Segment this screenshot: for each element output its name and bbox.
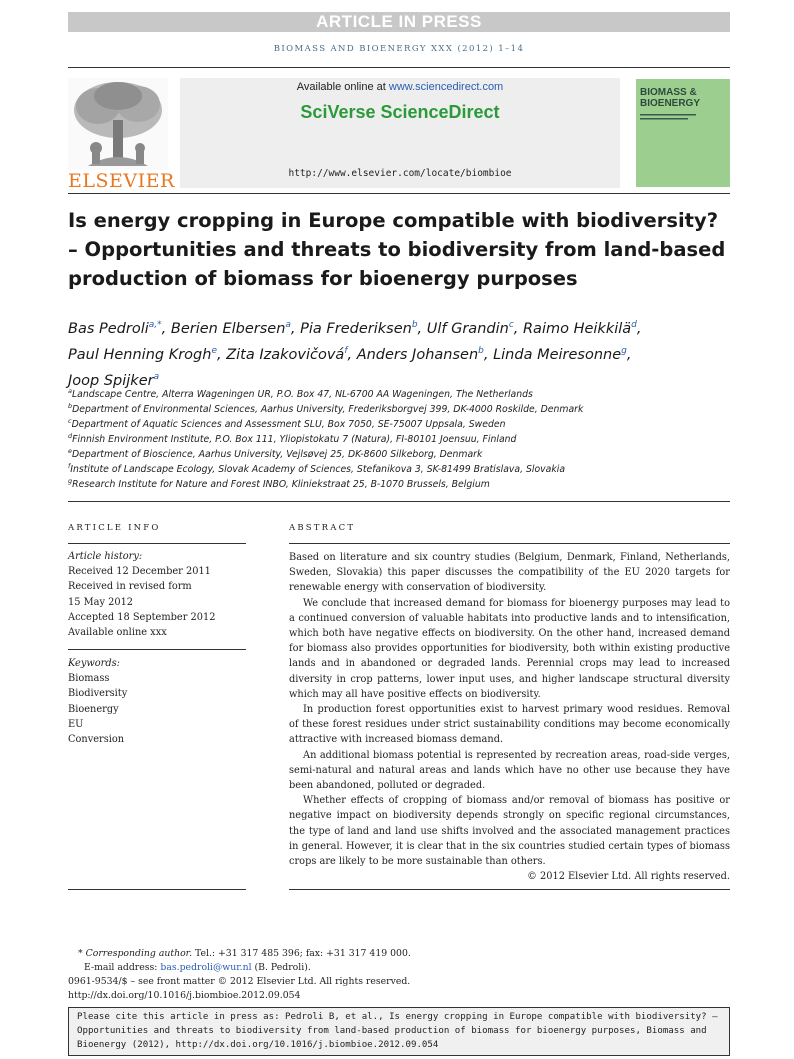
email-note [84,962,311,973]
history-item: 15 May 2012 [68,596,134,608]
journal-running-header: BIOMASS AND BIOENERGY XXX (2012) 1–14 [273,44,525,54]
author-affiliation-mark[interactable]: a [285,320,291,330]
author-separator: , [483,346,494,363]
affiliation-key: f [68,462,71,470]
affiliation-d [68,432,730,445]
keyword[interactable]: Bioenergy [68,703,119,715]
author-affiliation-mark[interactable]: b [411,320,418,330]
abstract-paragraph: We conclude that increased demand for biomass for bioenergy purposes may lead to a continued conversion of valuable habitats into productive lands and to intensification, which both have negative effects on biodiversity. On the other hand, increased demand for biomass also provides opportunities for biodiversity, both within existing productive lands and in abandoned or degraded lands. Perennial crops may lead to increased diversity in crop patterns, lower input uses, and higher landscape structural diversity which may all have positive effects on biodiversity. [289,597,730,700]
author-list [68,314,730,391]
title-line-2: – Opportunities and threats to biodiversity from land-based [68,238,726,261]
author-separator: , [636,320,642,337]
copyright-notice: © 2012 Elsevier Ltd. All rights reserved. [527,871,730,883]
header-bottom-rule [68,193,730,194]
author-name[interactable]: Joop Spijker [68,372,154,389]
author-name[interactable]: Bas Pedroli [68,320,149,337]
doi-link[interactable]: http://dx.doi.org/10.1016/j.biombioe.2012.09.054 [68,990,301,1001]
author-affiliation-mark[interactable]: a,* [148,320,162,330]
author-name[interactable]: Zita Izakovičová [226,346,345,363]
author-name[interactable]: Anders Johansen [356,346,479,363]
affiliation-c [68,417,730,430]
abstract-bottom-rule [289,889,730,890]
article-info-bottom-rule [68,889,246,890]
sciencedirect-link[interactable]: www.sciencedirect.com [388,81,504,93]
author-separator: , [513,320,523,337]
affiliation-e [68,447,730,460]
affiliation-text: Research Institute for Nature and Forest INBO, Kliniekstraat 25, B-1070 Brussels, Belgium [72,479,490,491]
affiliation-key: d [68,432,73,440]
history-item: Received 12 December 2011 [68,566,211,578]
author-name[interactable]: Raimo Heikkilä [522,320,632,337]
affiliation-key: b [68,402,73,410]
email-suffix: (B. Pedroli). [251,962,311,973]
author-affiliation-mark[interactable]: c [508,320,514,330]
cover-subtitle-lines [640,112,700,124]
affiliation-key: g [68,477,73,485]
author-separator: , [347,346,357,363]
affiliation-b [68,402,730,415]
history-item: Accepted 18 September 2012 [68,611,216,623]
corresponding-label: * Corresponding author. [78,948,193,959]
affiliation-f [68,462,730,475]
author-line-1 [68,314,730,340]
affiliation-g [68,477,730,490]
affiliation-key: e [68,447,72,455]
author-separator: , [626,346,632,363]
keyword[interactable]: EU [68,718,84,730]
keywords-rule [68,649,246,650]
affiliation-key: a [68,387,72,395]
affiliation-text: Institute of Landscape Ecology, Slovak Academy of Sciences, Stefanikova 3, SK-81499 Bratislava, Slovakia [70,464,566,476]
corresponding-contact: Tel.: +31 317 485 396; fax: +31 317 419 000. [192,948,411,959]
author-affiliation-mark[interactable]: d [631,320,637,330]
history-item: Received in revised form [68,581,192,593]
journal-homepage-link[interactable]: http://www.elsevier.com/locate/biombioe [288,168,512,179]
sciverse-sciencedirect-logo: SciVerse ScienceDirect [300,102,500,122]
abstract-paragraph: Whether effects of cropping of biomass and/or removal of biomass has positive or negative impact on biodiversity depends strongly on specific regional circumstances, the type of land and land use shifts involved and the associated management practices in general. However, it is clear that in the six countries studied certain types of biomass crops are likely to be more sustainable than others. [289,795,730,868]
author-name[interactable]: Paul Henning Krogh [68,346,212,363]
email-label: E-mail address: [84,962,161,973]
author-affiliation-mark[interactable]: a [153,371,160,382]
abstract-heading: ABSTRACT [289,523,356,533]
affiliation-text: Landscape Centre, Alterra Wageningen UR, P.O. Box 47, NL-6700 AA Wageningen, The Netherlands [71,389,533,401]
author-affiliation-mark[interactable]: f [344,345,348,356]
affiliation-key: c [68,417,72,425]
author-name[interactable]: Pia Frederiksen [300,320,412,337]
keywords-label: Keywords: [68,658,120,669]
author-name[interactable]: Berien Elbersen [170,320,286,337]
issn-line: 0961-9534/$ – see front matter © 2012 Elsevier Ltd. All rights reserved. [68,976,411,987]
affiliations-bottom-rule [68,501,730,502]
abstract-paragraph: An additional biomass potential is represented by recreation areas, road-side verges, semi-natural and natural areas and lands which have no other use because they have been abandoned, polluted or degraded. [289,749,730,792]
citation-box: Please cite this article in press as: Pedroli B, et al., Is energy cropping in Europe compatible with biodiversity? – Opportunities and threats to biodiversity from land-based production of biomass for bioenergy purposes, Biomass and Bioenergy (2012), http://dx.doi.org/10.1016/j.biombioe.2012.09.054 [68,1007,730,1056]
keyword[interactable]: Biodiversity [68,688,128,700]
journal-cover-title: BIOMASS & BIOENERGY [640,87,701,109]
header-top-rule [68,67,730,68]
affiliation-a [68,387,730,400]
article-info-rule [68,543,246,544]
corresponding-author-note [78,948,411,959]
author-separator: , [290,320,301,337]
available-online-line [180,81,620,93]
author-separator: , [417,320,427,337]
abstract-paragraph: In production forest opportunities exist to harvest primary wood residues. Removal of these forest residues under strict sustainability conditions may become economically attractive with increased biomass demand. [289,704,730,746]
article-in-press-banner: ARTICLE IN PRESS [68,12,730,32]
author-name[interactable]: Linda Meiresonne [493,346,622,363]
elsevier-wordmark: ELSEVIER [68,170,175,192]
title-line-1: Is energy cropping in Europe compatible with biodiversity? [68,209,719,232]
title-line-3: production of biomass for bioenergy purposes [68,267,578,290]
article-history [68,549,215,640]
author-affiliation-mark[interactable]: g [621,345,627,356]
article-title [68,206,730,293]
available-online-text: Available online at [296,81,389,93]
affiliation-text: Finnish Environment Institute, P.O. Box 111, Yliopistokatu 7 (Natura), FI-80101 Joensuu, Finland [72,434,517,446]
author-separator: , [216,346,227,363]
keyword[interactable]: Biomass [68,673,110,685]
affiliation-text: Department of Aquatic Sciences and Assessment SLU, Box 7050, SE-75007 Uppsala, Sweden [71,419,506,431]
history-label: Article history: [68,551,143,562]
author-line-2 [68,340,730,366]
author-separator: , [161,320,171,337]
author-affiliation-mark[interactable]: b [478,345,484,356]
keyword[interactable]: Conversion [68,734,125,746]
author-name[interactable]: Ulf Grandin [426,320,509,337]
author-email-link[interactable]: bas.pedroli@wur.nl [160,962,252,973]
article-info-heading: ARTICLE INFO [68,523,161,533]
keywords-block [68,656,127,747]
affiliation-text: Department of Environmental Sciences, Aarhus University, Frederiksborgvej 399, DK-4000 Roskilde, Denmark [72,404,584,416]
author-affiliation-mark[interactable]: e [211,345,217,356]
abstract-rule [289,543,730,544]
history-item: Available online xxx [68,627,167,639]
abstract-paragraph: Based on literature and six country studies (Belgium, Denmark, Finland, Netherlands, Sweden, Slovakia) this paper discusses the compatibility of the EU 2020 targets for renewable energy with conservation of biodiversity. [289,552,730,594]
abstract-body [289,550,730,884]
affiliation-text: Department of Bioscience, Aarhus University, Vejlsøvej 25, DK-8600 Silkeborg, Denmark [72,449,483,461]
